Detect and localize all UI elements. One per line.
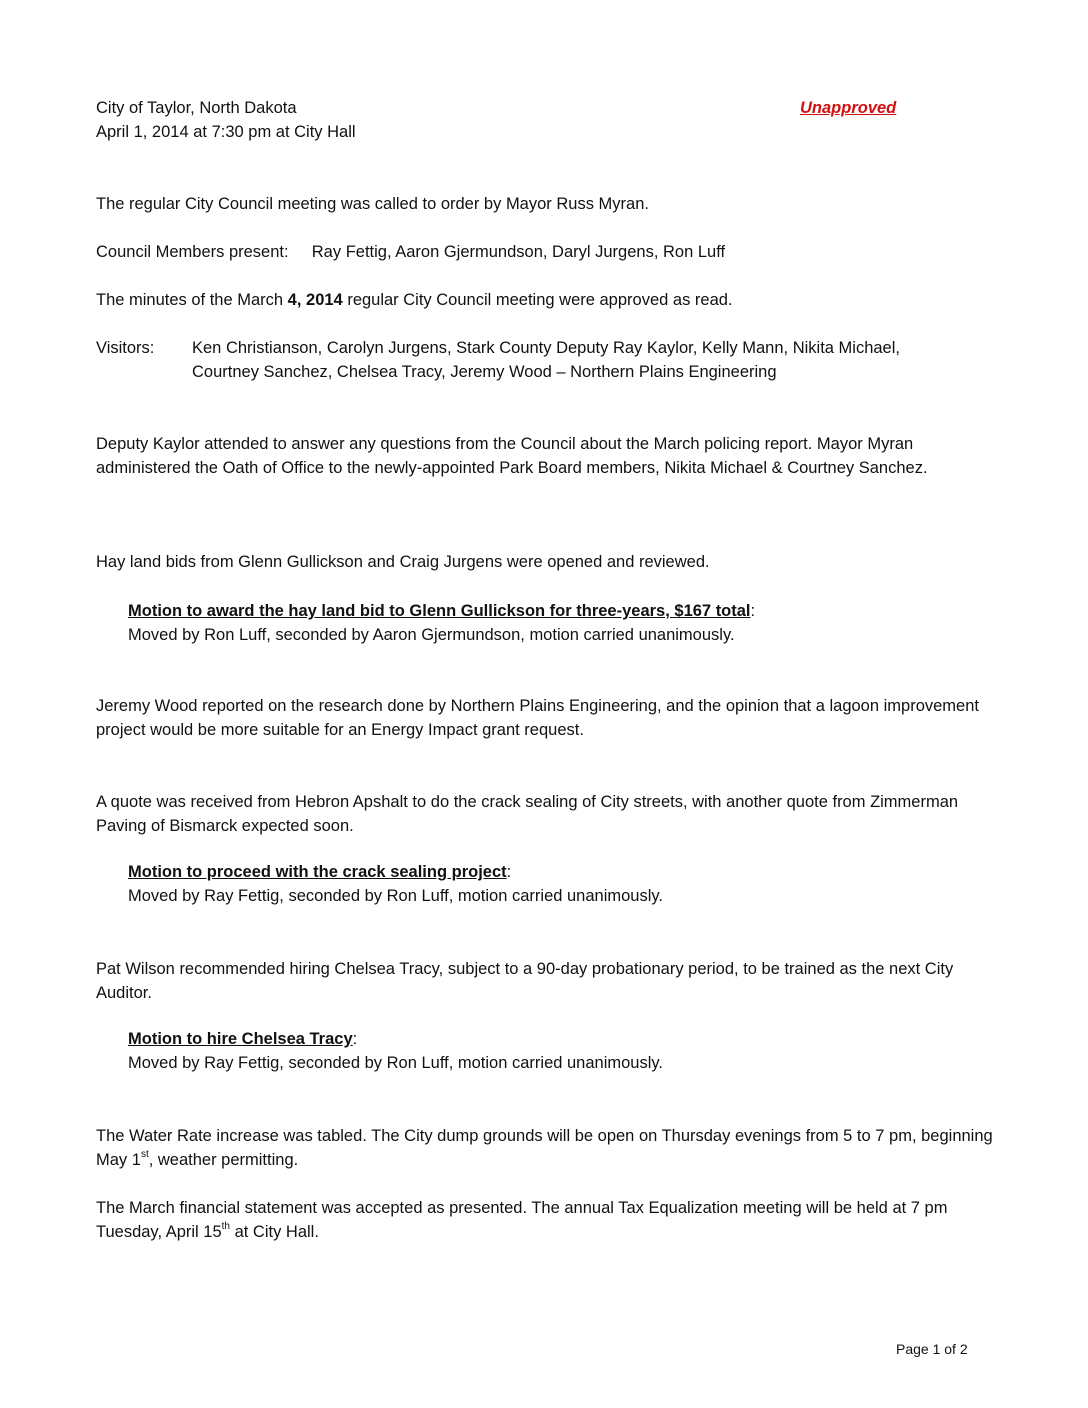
minutes-text: The minutes of the March [96,291,288,309]
motion-crack-sealing [128,860,988,908]
motion-title: Motion to hire Chelsea Tracy [128,1030,353,1048]
visitors-label: Visitors: [96,339,155,357]
motion-detail: Moved by Ray Fettig, seconded by Ron Luff, motion carried unanimously. [128,1054,664,1072]
visitors-line-1: Ken Christianson, Carolyn Jurgens, Stark County Deputy Ray Kaylor, Kelly Mann, Nikita Michael, [192,339,900,357]
quote-paragraph: A quote was received from Hebron Apshalt to do the crack sealing of City streets, with another quote from Zimmerman Paving of Bismarck expected soon. [96,793,959,835]
motion-detail: Moved by Ray Fettig, seconded by Ron Luff, motion carried unanimously. [128,887,664,905]
call-to-order: The regular City Council meeting was called to order by Mayor Russ Myran. [96,195,649,213]
minutes-text-end: regular City Council meeting were approved as read. [342,291,733,309]
motion-hay [128,599,988,647]
motion-title: Motion to award the hay land bid to Glenn Gullickson for three-years, $167 total [128,602,751,620]
visitors-list [192,336,972,384]
council-members [96,240,996,264]
motion-detail: Moved by Ron Luff, seconded by Aaron Gjermundson, motion carried unanimously. [128,626,735,644]
pat-paragraph: Pat Wilson recommended hiring Chelsea Tracy, subject to a 90-day probationary period, to be trained as the next City Auditor. [96,960,954,1002]
deputy-paragraph: Deputy Kaylor attended to answer any questions from the Council about the March policing report. Mayor Myran administered the Oath of Office to the newly-appointed Park Board members, Nikita Michael & Courtney Sanchez. [96,435,928,477]
members-names: Ray Fettig, Aaron Gjermundson, Daryl Jurgens, Ron Luff [311,243,726,261]
financial-paragraph [96,1196,996,1244]
motion-colon: : [506,863,512,881]
motion-colon: : [750,602,756,620]
motion-hire [128,1027,988,1075]
water-paragraph [96,1124,996,1172]
hay-paragraph: Hay land bids from Glenn Gullickson and Craig Jurgens were opened and reviewed. [96,553,710,571]
members-label: Council Members present: [96,243,289,261]
financial-sup: th [221,1220,230,1232]
motion-title: Motion to proceed with the crack sealing project [128,863,507,881]
water-text-end: , weather permitting. [148,1151,299,1169]
jeremy-paragraph: Jeremy Wood reported on the research done by Northern Plains Engineering, and the opinion that a lagoon improvement project would be more suitable for an Energy Impact grant request. [96,697,979,739]
page-number: Page 1 of 2 [896,1341,968,1357]
financial-text-end: at City Hall. [230,1223,319,1241]
status-badge: Unapproved [800,99,897,117]
visitors-line-2: Courtney Sanchez, Chelsea Tracy, Jeremy Wood – Northern Plains Engineering [192,363,777,381]
minutes-approval [96,288,996,312]
water-text: The Water Rate increase was tabled. The City dump grounds will be open on Thursday evenings from 5 to 7 pm, beginning May 1 [96,1127,993,1169]
financial-text: The March financial statement was accepted as presented. The annual Tax Equalization meeting will be held at 7 pm Tuesday, April 15 [96,1199,948,1241]
motion-colon: : [352,1030,358,1048]
minutes-date: 4, 2014 [287,291,343,309]
water-sup: st [140,1148,149,1160]
date-line: April 1, 2014 at 7:30 pm at City Hall [96,123,356,141]
org-line: City of Taylor, North Dakota [96,99,297,117]
